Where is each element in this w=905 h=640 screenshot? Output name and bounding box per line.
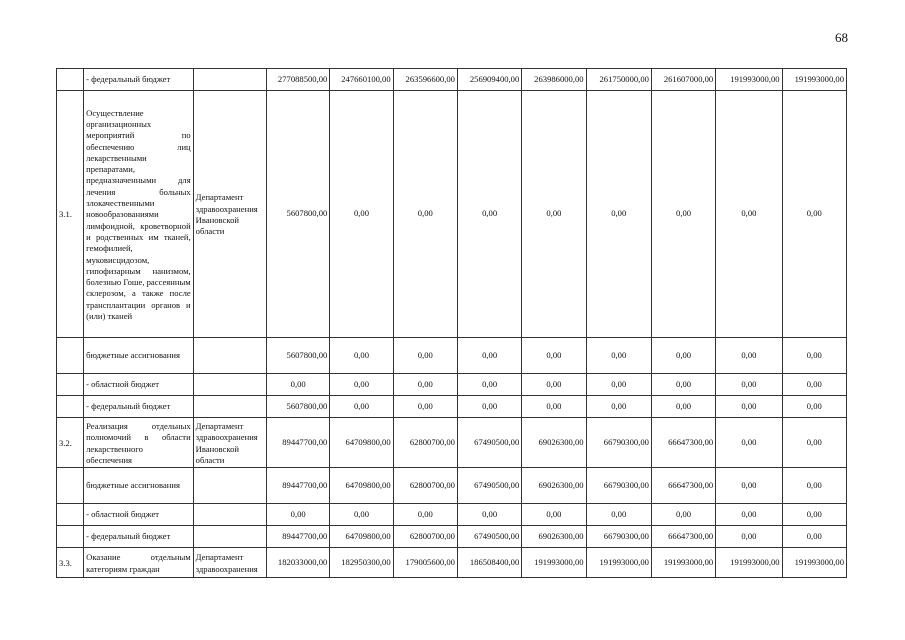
amount-cell: 191993000,00 — [522, 548, 586, 578]
amount-cell: 261607000,00 — [651, 69, 715, 91]
amount-cell: 69026300,00 — [522, 468, 586, 504]
amount-cell: 66790300,00 — [586, 468, 651, 504]
amount-cell: 5607800,00 — [267, 396, 330, 418]
item-description: Осуществление организационных мероприятий по обеспечению лиц лекарственными препаратами, предназначенными для лечения больных злокачественными новообразованиями лимфоидной, кроветворной и родственных им тканей, гемофилией, муковисцидозом, гипофизарным нанизмом, болезнью Гоше, рассеянным склерозом, а также после трансплантации органов и (или) тканей — [84, 91, 194, 338]
amount-cell: 0,00 — [716, 504, 782, 526]
amount-cell: 66790300,00 — [586, 418, 651, 468]
amount-cell: 0,00 — [651, 338, 715, 374]
amount-cell: 0,00 — [782, 526, 846, 548]
page-number: 68 — [835, 30, 848, 45]
funding-source-row — [57, 526, 847, 548]
item-executor: Департамент здравоохранения Ивановской области — [193, 418, 266, 468]
amount-cell: 69026300,00 — [522, 418, 586, 468]
empty-number-cell — [57, 396, 84, 418]
amount-cell: 0,00 — [651, 374, 715, 396]
amount-cell: 0,00 — [267, 374, 330, 396]
item-number: 3.2. — [57, 418, 84, 468]
item-description: Оказание отдельным категориям граждан — [84, 548, 194, 578]
amount-cell: 62800700,00 — [393, 418, 457, 468]
funding-source-row — [57, 338, 847, 374]
empty-executor-cell — [193, 504, 266, 526]
amount-cell: 67490500,00 — [457, 526, 521, 548]
amount-cell: 66647300,00 — [651, 526, 715, 548]
amount-cell: 0,00 — [586, 338, 651, 374]
empty-executor-cell — [193, 69, 266, 91]
amount-cell: 0,00 — [522, 374, 586, 396]
amount-cell: 0,00 — [457, 374, 521, 396]
amount-cell: 89447700,00 — [267, 526, 330, 548]
empty-number-cell — [57, 504, 84, 526]
amount-cell: 261750000,00 — [586, 69, 651, 91]
amount-cell: 0,00 — [782, 468, 846, 504]
program-item-row — [57, 418, 847, 468]
amount-cell: 0,00 — [716, 338, 782, 374]
amount-cell: 0,00 — [330, 504, 393, 526]
amount-cell: 0,00 — [782, 396, 846, 418]
amount-cell: 0,00 — [586, 91, 651, 338]
amount-cell: 0,00 — [586, 504, 651, 526]
amount-cell: 0,00 — [782, 338, 846, 374]
amount-cell: 191993000,00 — [782, 69, 846, 91]
item-description: Реализация отдельных полномочий в области лекарственного обеспечения — [84, 418, 194, 468]
amount-cell: 0,00 — [330, 338, 393, 374]
amount-cell: 0,00 — [393, 91, 457, 338]
amount-cell: 0,00 — [782, 91, 846, 338]
program-item-row — [57, 548, 847, 578]
amount-cell: 0,00 — [330, 374, 393, 396]
amount-cell: 182033000,00 — [267, 548, 330, 578]
amount-cell: 66790300,00 — [586, 526, 651, 548]
amount-cell: 0,00 — [267, 504, 330, 526]
amount-cell: 191993000,00 — [586, 548, 651, 578]
amount-cell: 62800700,00 — [393, 468, 457, 504]
funding-source-label: бюджетные ассигнования — [84, 468, 194, 504]
amount-cell: 247660100,00 — [330, 69, 393, 91]
amount-cell: 0,00 — [716, 374, 782, 396]
amount-cell: 191993000,00 — [716, 69, 782, 91]
empty-executor-cell — [193, 396, 266, 418]
amount-cell: 0,00 — [716, 526, 782, 548]
amount-cell: 0,00 — [586, 396, 651, 418]
amount-cell: 186508400,00 — [457, 548, 521, 578]
amount-cell: 0,00 — [651, 91, 715, 338]
amount-cell: 0,00 — [651, 396, 715, 418]
amount-cell: 0,00 — [651, 504, 715, 526]
amount-cell: 0,00 — [330, 91, 393, 338]
funding-source-label: - областной бюджет — [84, 374, 194, 396]
empty-executor-cell — [193, 526, 266, 548]
amount-cell: 179005600,00 — [393, 548, 457, 578]
amount-cell: 0,00 — [522, 338, 586, 374]
empty-number-cell — [57, 526, 84, 548]
item-executor: Департамент здравоохранения — [193, 548, 266, 578]
empty-number-cell — [57, 468, 84, 504]
amount-cell: 67490500,00 — [457, 468, 521, 504]
funding-source-row — [57, 374, 847, 396]
budget-table — [56, 68, 847, 578]
amount-cell: 0,00 — [782, 504, 846, 526]
item-number: 3.3. — [57, 548, 84, 578]
amount-cell: 263596600,00 — [393, 69, 457, 91]
amount-cell: 0,00 — [782, 418, 846, 468]
empty-number-cell — [57, 69, 84, 91]
amount-cell: 64709800,00 — [330, 418, 393, 468]
empty-number-cell — [57, 338, 84, 374]
amount-cell: 89447700,00 — [267, 418, 330, 468]
amount-cell: 0,00 — [522, 396, 586, 418]
amount-cell: 0,00 — [457, 396, 521, 418]
amount-cell: 0,00 — [457, 91, 521, 338]
funding-source-label: - федеральный бюджет — [84, 396, 194, 418]
empty-executor-cell — [193, 374, 266, 396]
amount-cell: 0,00 — [522, 91, 586, 338]
amount-cell: 0,00 — [330, 396, 393, 418]
program-item-row — [57, 91, 847, 338]
funding-source-label: - федеральный бюджет — [84, 69, 194, 91]
empty-executor-cell — [193, 468, 266, 504]
funding-source-row — [57, 504, 847, 526]
item-number: 3.1. — [57, 91, 84, 338]
item-executor: Департамент здравоохранения Ивановской области — [193, 91, 266, 338]
amount-cell: 256909400,00 — [457, 69, 521, 91]
amount-cell: 69026300,00 — [522, 526, 586, 548]
amount-cell: 5607800,00 — [267, 338, 330, 374]
amount-cell: 67490500,00 — [457, 418, 521, 468]
amount-cell: 0,00 — [716, 396, 782, 418]
amount-cell: 263986000,00 — [522, 69, 586, 91]
funding-source-label: - федеральный бюджет — [84, 526, 194, 548]
amount-cell: 191993000,00 — [716, 548, 782, 578]
amount-cell: 0,00 — [586, 374, 651, 396]
amount-cell: 0,00 — [716, 468, 782, 504]
amount-cell: 0,00 — [457, 338, 521, 374]
amount-cell: 64709800,00 — [330, 526, 393, 548]
funding-source-row — [57, 396, 847, 418]
amount-cell: 182950300,00 — [330, 548, 393, 578]
amount-cell: 0,00 — [522, 504, 586, 526]
amount-cell: 191993000,00 — [651, 548, 715, 578]
amount-cell: 89447700,00 — [267, 468, 330, 504]
amount-cell: 66647300,00 — [651, 468, 715, 504]
amount-cell: 0,00 — [393, 338, 457, 374]
funding-source-label: - областной бюджет — [84, 504, 194, 526]
amount-cell: 0,00 — [457, 504, 521, 526]
funding-source-row — [57, 468, 847, 504]
amount-cell: 5607800,00 — [267, 91, 330, 338]
amount-cell: 64709800,00 — [330, 468, 393, 504]
amount-cell: 191993000,00 — [782, 548, 846, 578]
empty-executor-cell — [193, 338, 266, 374]
funding-source-row — [57, 69, 847, 91]
empty-number-cell — [57, 374, 84, 396]
amount-cell: 0,00 — [716, 418, 782, 468]
amount-cell: 0,00 — [716, 91, 782, 338]
funding-source-label: бюджетные ассигнования — [84, 338, 194, 374]
amount-cell: 0,00 — [393, 504, 457, 526]
amount-cell: 0,00 — [782, 374, 846, 396]
amount-cell: 277088500,00 — [267, 69, 330, 91]
amount-cell: 0,00 — [393, 396, 457, 418]
amount-cell: 66647300,00 — [651, 418, 715, 468]
amount-cell: 0,00 — [393, 374, 457, 396]
amount-cell: 62800700,00 — [393, 526, 457, 548]
